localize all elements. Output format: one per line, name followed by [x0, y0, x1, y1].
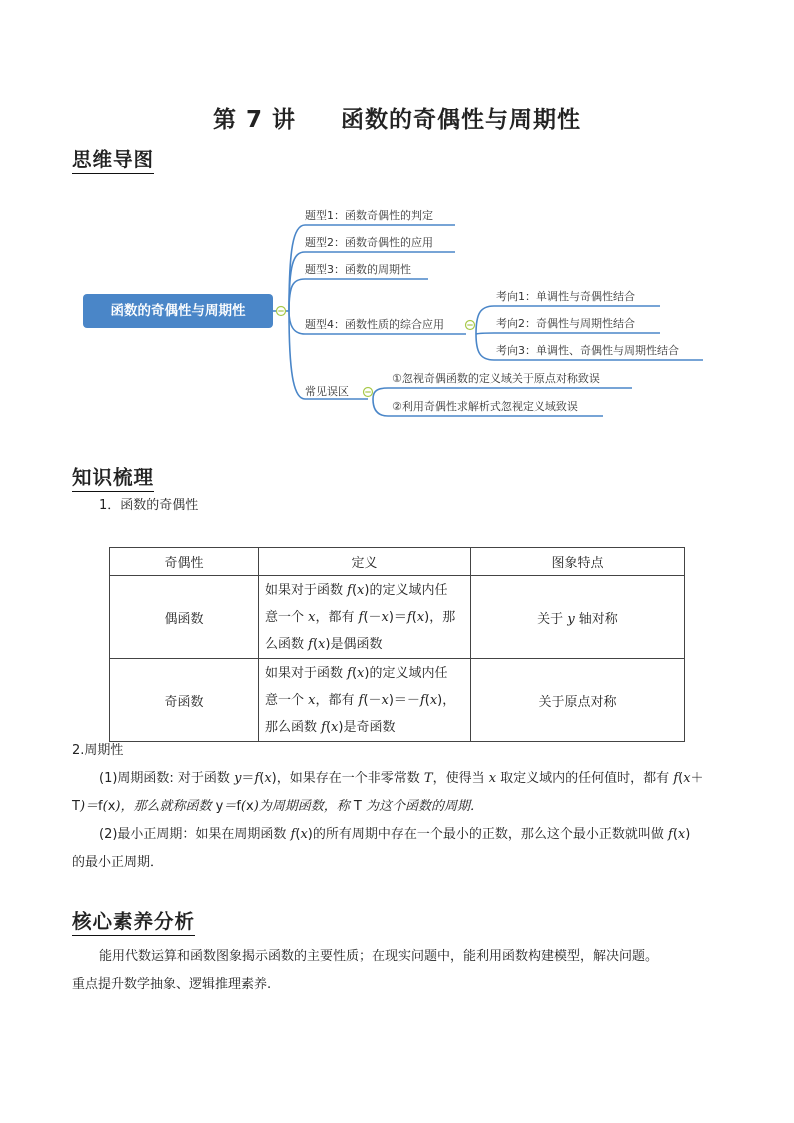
text-line	[72, 793, 732, 821]
math-variable: y	[567, 611, 575, 627]
math-variable: (	[240, 799, 246, 814]
math-variable: x	[331, 719, 339, 735]
text-segment: (－	[363, 692, 382, 708]
text-segment: )是奇函数	[338, 719, 396, 735]
text-segment: T	[72, 799, 80, 814]
math-variable: (	[102, 799, 108, 814]
math-variable: f	[673, 771, 679, 786]
text-segment: ，都有	[315, 692, 359, 708]
math-variable: 为这个函数的周期．	[361, 799, 483, 814]
text-line	[72, 849, 732, 877]
text-segment: (1)周期函数: 对于函数	[99, 771, 235, 786]
text-segment: (	[325, 719, 332, 735]
text-segment: )	[685, 827, 691, 842]
math-variable: y	[234, 771, 242, 786]
text-segment: )＝	[388, 609, 407, 625]
math-variable: x	[308, 609, 316, 625]
math-variable: )为周期函数，称	[253, 799, 354, 814]
section-heading-knowledge: 知识梳理	[72, 466, 154, 492]
text-segment: (	[295, 827, 301, 842]
text-segment: x	[245, 799, 254, 814]
math-variable: x	[381, 692, 389, 708]
math-variable: x	[488, 771, 497, 786]
math-variable: f	[347, 665, 352, 681]
text-segment: 如果对于函数	[265, 582, 348, 598]
math-variable: f	[321, 719, 326, 735]
table-row	[110, 659, 685, 742]
text-segment: (	[351, 665, 358, 681]
text-segment: f	[236, 799, 241, 814]
text-segment: (	[411, 609, 417, 625]
item2-paragraph-1	[72, 765, 732, 821]
math-variable: x	[683, 771, 691, 786]
text-segment: ＝	[241, 771, 255, 786]
text-segment: ，都有	[315, 609, 359, 625]
text-segment: 意一个	[265, 692, 309, 708]
core-line-1: 能用代数运算和函数图象揭示函数的主要性质；在现实问题中，能利用函数构建模型，解决问题。	[99, 949, 659, 964]
math-variable: x	[381, 609, 389, 625]
text-segment: )＝－	[388, 692, 420, 708]
text-segment: )，如果存在一个非零常数	[271, 771, 424, 786]
text-segment: 如果对于函数	[265, 665, 348, 681]
text-line	[265, 714, 464, 741]
text-line	[265, 604, 464, 631]
text-segment: 意一个	[265, 609, 309, 625]
math-variable: x	[677, 827, 686, 842]
section-heading-core: 核心素养分析	[72, 910, 195, 936]
text-segment: ，使得当	[432, 771, 489, 786]
text-segment: 轴对称	[574, 611, 618, 627]
text-segment: )的定义域内任	[364, 582, 448, 598]
text-line	[265, 631, 464, 658]
sub-direction-3: 考向3：单调性、奇偶性与周期性结合	[496, 344, 679, 357]
table-header-cell: 定义	[259, 548, 471, 576]
text-segment: (	[424, 692, 430, 708]
text-line	[265, 660, 464, 687]
mind-map-central-node: 函数的奇偶性与周期性	[83, 294, 273, 328]
math-variable: f	[358, 692, 364, 708]
branch-type2: 题型2：函数奇偶性的应用	[305, 236, 433, 249]
text-segment: (	[312, 636, 319, 652]
branch-type3: 题型3：函数的周期性	[305, 263, 411, 276]
math-variable: ＝	[223, 799, 237, 814]
branch-type4: 题型4：函数性质的综合应用	[305, 318, 444, 331]
text-segment: 么函数	[265, 636, 309, 652]
text-line	[537, 612, 618, 627]
text-segment: 的最小正周期．	[72, 855, 164, 870]
math-variable: T	[423, 771, 433, 786]
text-segment: (	[351, 582, 358, 598]
text-segment: (	[672, 827, 678, 842]
math-variable: x	[318, 636, 326, 652]
math-variable: f	[419, 692, 425, 708]
item1-title: 1．函数的奇偶性	[99, 498, 199, 513]
text-line	[72, 821, 732, 849]
text-segment: )，	[437, 692, 456, 708]
math-variable: f	[358, 609, 364, 625]
branch-mistakes: 常见误区	[305, 385, 349, 398]
page-title: 第 7 讲 函数的奇偶性与周期性	[212, 107, 582, 133]
text-segment: (	[678, 771, 684, 786]
table-cell-feature	[471, 576, 685, 659]
table-header-cell: 图象特点	[471, 548, 685, 576]
table-header-row	[110, 548, 685, 576]
text-segment: (2)最小正周期：如果在周期函数	[99, 827, 291, 842]
text-segment: y	[215, 799, 224, 814]
math-variable: )＝	[79, 799, 99, 814]
text-line	[265, 577, 464, 604]
math-variable: f	[308, 636, 313, 652]
math-variable: x	[357, 582, 365, 598]
math-variable: )，那么就称函数	[115, 799, 216, 814]
section-heading-mindmap: 思维导图	[72, 148, 154, 174]
text-segment: (	[259, 771, 265, 786]
text-segment: (－	[363, 609, 382, 625]
mistake-2: ②利用奇偶性求解析式忽视定义域致误	[392, 400, 578, 413]
math-variable: x	[264, 771, 272, 786]
math-variable: x	[308, 692, 316, 708]
text-segment: ＋	[690, 771, 704, 786]
mistake-1: ①忽视奇偶函数的定义域关于原点对称致误	[392, 372, 600, 385]
sub-direction-2: 考向2：奇偶性与周期性结合	[496, 317, 635, 330]
core-line-2: 重点提升数学抽象、逻辑推理素养.	[72, 977, 272, 992]
text-segment: x	[107, 799, 116, 814]
table-cell-type: 偶函数	[110, 576, 259, 659]
text-segment: f	[98, 799, 103, 814]
math-variable: f	[668, 827, 673, 842]
math-variable: f	[406, 609, 412, 625]
table-cell-definition	[259, 659, 471, 742]
text-segment: )的定义域内任	[364, 665, 448, 681]
text-line	[538, 695, 616, 710]
text-segment: )，那	[424, 609, 456, 625]
math-variable: f	[290, 827, 296, 842]
text-segment: 取定义域内的任何值时，都有	[496, 771, 674, 786]
math-variable: f	[254, 771, 260, 786]
text-line	[265, 687, 464, 714]
sub-direction-1: 考向1：单调性与奇偶性结合	[496, 290, 635, 303]
item2-title: 2.周期性	[72, 743, 124, 758]
math-variable: f	[347, 582, 352, 598]
math-variable: x	[300, 827, 308, 842]
text-line	[72, 765, 732, 793]
math-variable: x	[416, 609, 425, 625]
text-segment: )的所有周期中存在一个最小的正数，那么这个最小正数就叫做	[307, 827, 669, 842]
table-row	[110, 576, 685, 659]
text-segment: T	[353, 799, 362, 814]
parity-table	[109, 547, 685, 742]
math-variable: x	[429, 692, 438, 708]
text-segment: 关于	[537, 611, 568, 627]
table-cell-definition	[259, 576, 471, 659]
branch-type1: 题型1：函数奇偶性的判定	[305, 209, 433, 222]
table-header-cell: 奇偶性	[110, 548, 259, 576]
text-segment: 那么函数	[265, 719, 322, 735]
item2-paragraph-2	[72, 821, 732, 877]
table-cell-feature	[471, 659, 685, 742]
text-segment: )是偶函数	[325, 636, 383, 652]
table-cell-type: 奇函数	[110, 659, 259, 742]
text-segment: 关于原点对称	[538, 694, 617, 710]
math-variable: x	[357, 665, 365, 681]
